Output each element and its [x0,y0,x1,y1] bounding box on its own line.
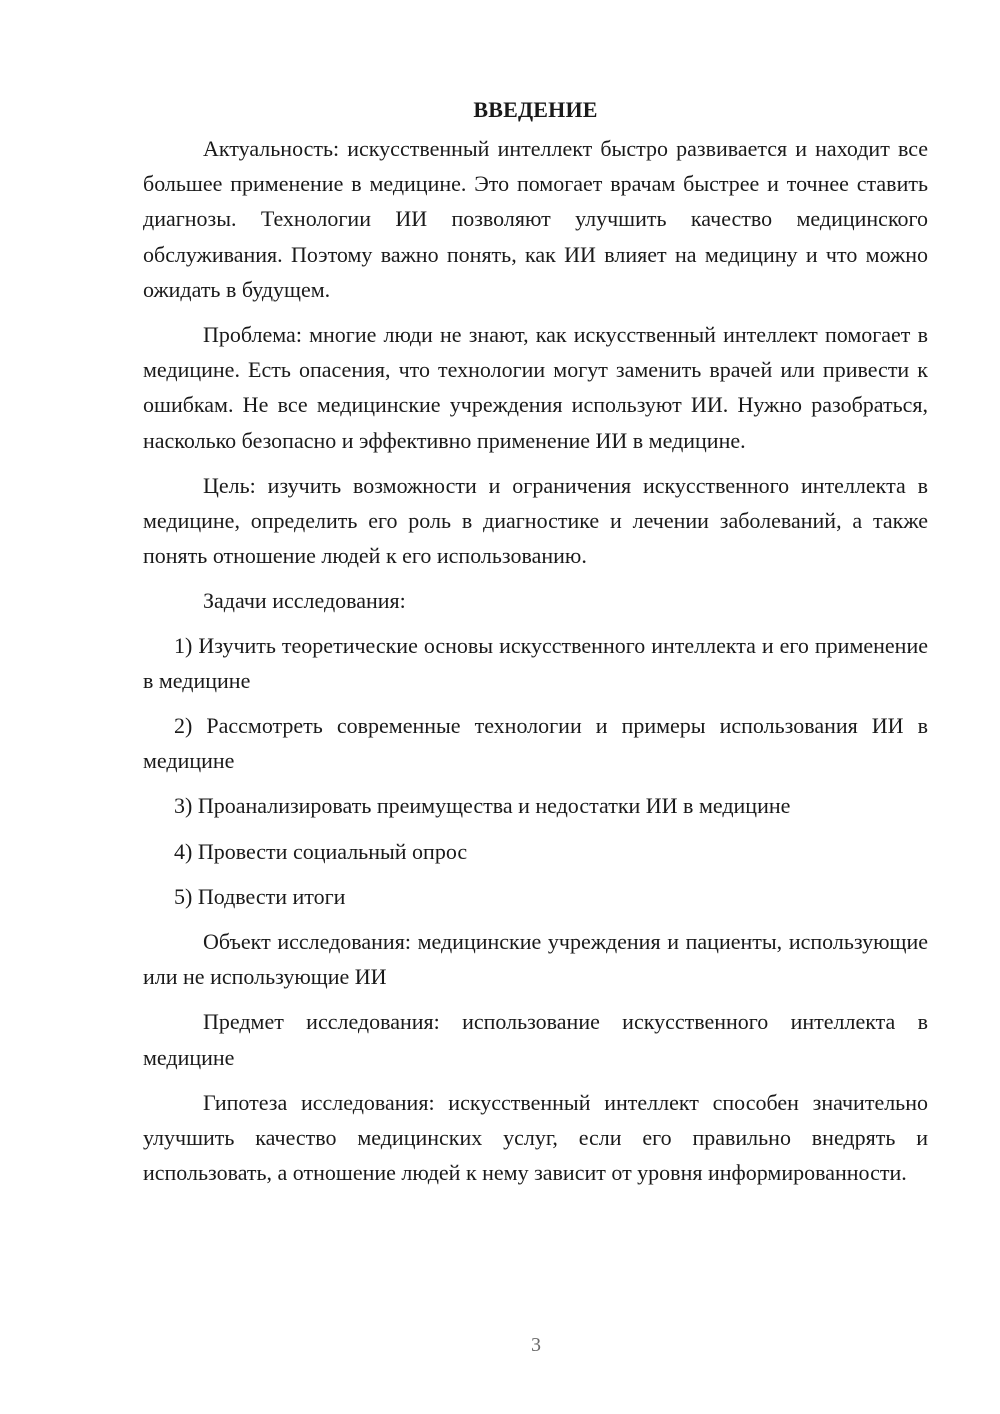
task-item-5: 5) Подвести итоги [174,883,346,909]
hypothesis-paragraph: Гипотеза исследования: искусственный интеллект способен значительно улучшить качество медицинских услуг, если его правильно внедрять и использовать, а отношение людей к нему зависит от уровня информированности. [143,1089,928,1186]
document-page [143,92,928,1200]
task-item-4: 4) Провести социальный опрос [174,838,468,864]
subject-paragraph: Предмет исследования: использование искусственного интеллекта в медицине [143,1009,928,1070]
object-paragraph: Объект исследования: медицинские учреждения и пациенты, использующие или не использующие ИИ [143,929,928,990]
task-item-2: 2) Рассмотреть современные технологии и примеры использования ИИ в медицине [143,713,928,774]
page-number: 3 [531,1334,541,1356]
problem-paragraph: Проблема: многие люди не знают, как искусственный интеллект помогает в медицине. Есть опасения, что технологии могут заменить врачей или привести к ошибкам. Не все медицинские учреждения используют ИИ. Нужно разобраться, насколько безопасно и эффективно применение ИИ в медицине. [143,322,928,453]
task-item-3: 3) Проанализировать преимущества и недостатки ИИ в медицине [174,793,791,819]
goal-paragraph: Цель: изучить возможности и ограничения искусственного интеллекта в медицине, определить его роль в диагностике и лечении заболеваний, а также понять отношение людей к его использованию. [143,472,928,569]
page-title: ВВЕДЕНИЕ [473,97,598,122]
relevance-paragraph: Актуальность: искусственный интеллект быстро развивается и находит все большее применение в медицине. Это помогает врачам быстрее и точнее ставить диагнозы. Технологии ИИ позволяют улучшить качество медицинского обслуживания. Поэтому важно понять, как ИИ влияет на медицину и что можно ожидать в будущем. [143,136,928,302]
task-item-1: 1) Изучить теоретические основы искусственного интеллекта и его применение в медицине [143,632,928,693]
tasks-heading: Задачи исследования: [203,588,406,614]
